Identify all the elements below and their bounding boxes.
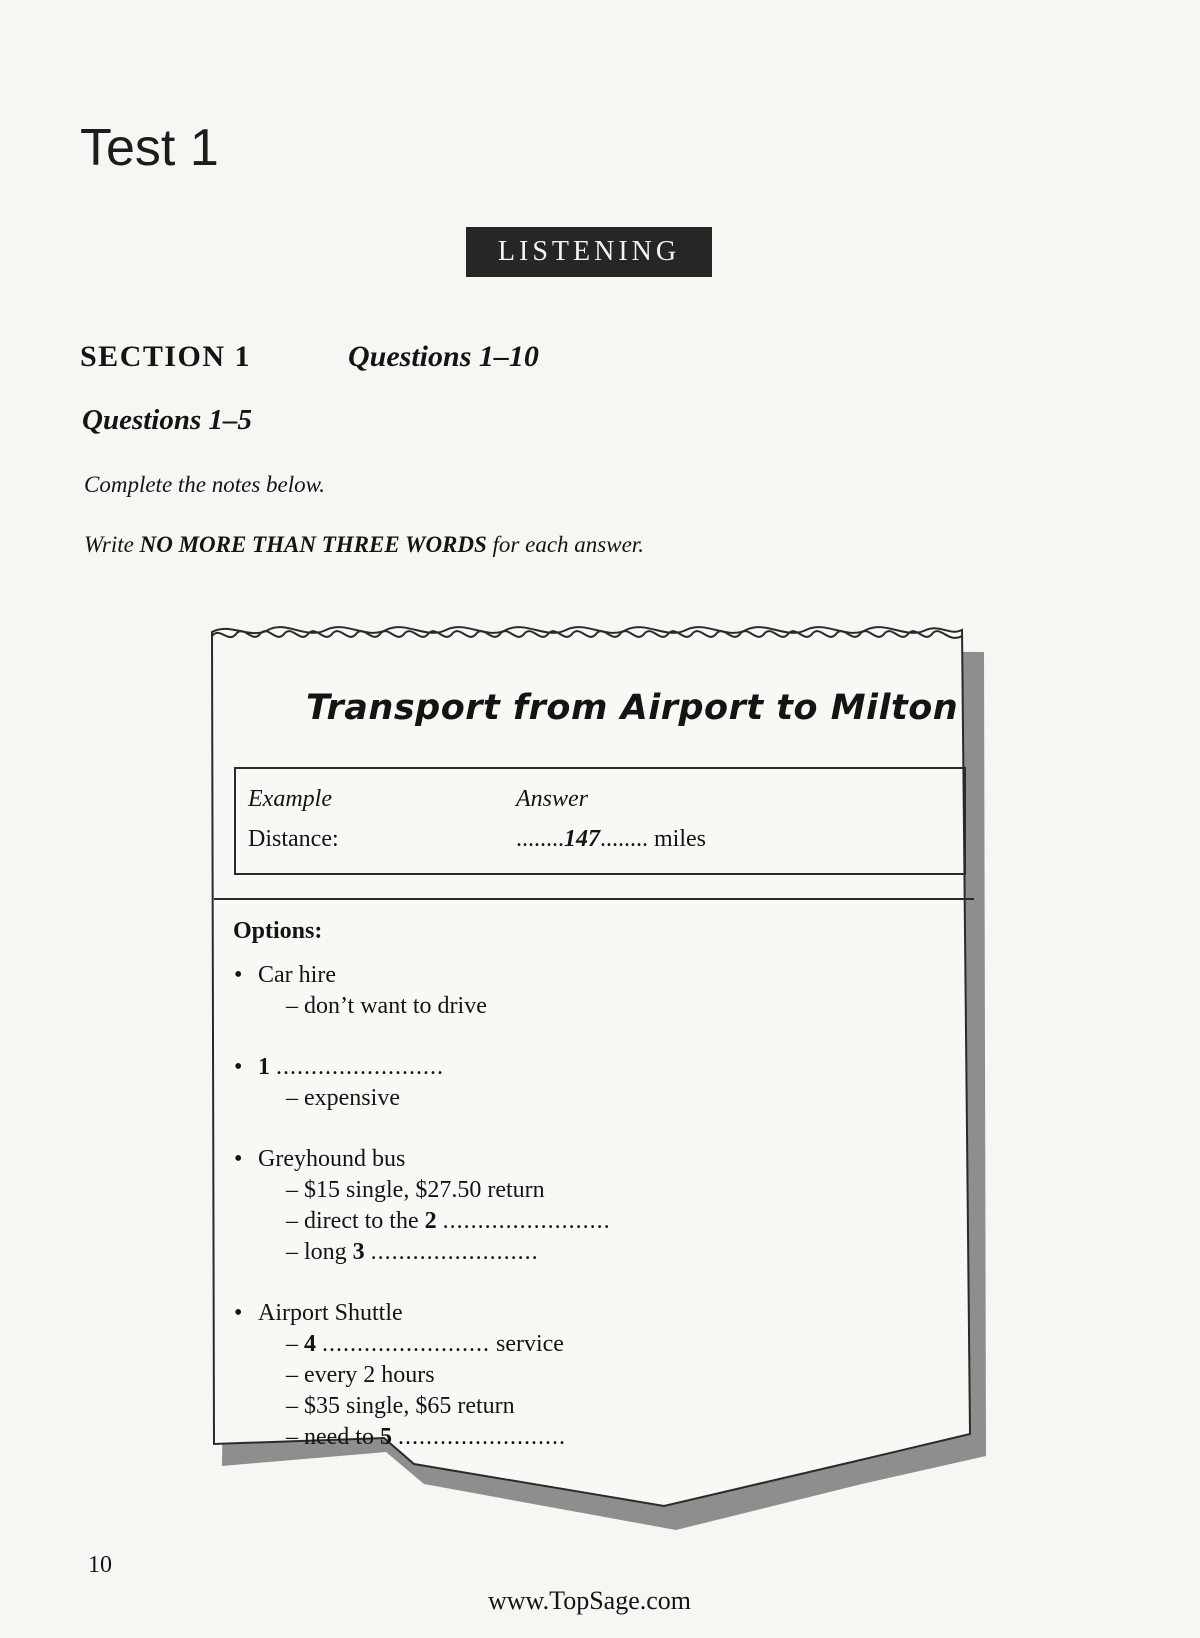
question-prefix: – direct to the [286,1208,425,1234]
option-airport-shuttle [234,1300,403,1327]
answer-blank-2[interactable]: ........................ [442,1208,611,1234]
instruction-prefix: Write [84,532,140,557]
bullet-dot: • [234,1054,243,1080]
subsection-questions-range: Questions 1–5 [82,404,253,436]
option-question-2 [286,1208,611,1235]
answer-blank-1[interactable]: ........................ [276,1054,444,1080]
question-number: 2 [424,1208,437,1234]
footer-url[interactable]: www.TopSage.com [488,1586,692,1615]
bullet-dot: • [234,1300,243,1326]
answer-blank-5[interactable]: ........................ [397,1424,566,1450]
question-number: 4 [304,1331,316,1357]
option-label: Greyhound bus [258,1146,406,1172]
example-answer-value: 147 [564,826,600,852]
answer-dots-before: ........ [516,826,564,852]
example-answer [516,826,706,853]
card-divider [214,898,974,900]
option-question-1 [234,1054,444,1081]
answer-label: Answer [516,786,588,812]
notes-title: Transport from Airport to Milton [306,688,959,728]
option-label: Airport Shuttle [258,1300,403,1326]
option-detail: – every 2 hours [286,1362,435,1388]
bullet-dot: • [234,962,243,988]
option-detail: – expensive [286,1085,400,1111]
option-question-5 [286,1424,566,1451]
question-number: 3 [352,1239,365,1265]
option-question-4 [286,1331,564,1358]
question-prefix: – [286,1331,304,1357]
question-suffix: service [490,1331,564,1357]
question-number: 1 [258,1054,270,1080]
example-box [234,767,966,875]
bullet-dot: • [234,1146,243,1172]
section-questions-range: Questions 1–10 [348,340,539,373]
instruction-emphasis: NO MORE THAN THREE WORDS [139,532,487,557]
section-heading: SECTION 1 [80,340,252,373]
page-number: 10 [88,1552,112,1578]
options-heading: Options: [233,918,323,944]
example-label: Example [248,786,332,812]
answer-unit: miles [654,826,706,852]
option-question-3 [286,1239,539,1266]
option-detail: – don’t want to drive [286,993,487,1019]
question-number: 5 [379,1424,392,1450]
answer-blank-3[interactable]: ........................ [370,1239,539,1265]
option-detail: – $15 single, $27.50 return [286,1177,545,1203]
instruction-suffix: for each answer. [486,532,644,557]
test-title: Test 1 [80,119,219,177]
answer-blank-4[interactable]: ........................ [322,1331,490,1357]
option-label: Car hire [258,962,336,988]
option-greyhound-bus [234,1146,405,1173]
example-field-distance: Distance: [248,826,339,852]
answer-dots-after: ........ [600,826,648,852]
option-car-hire [234,962,336,989]
question-prefix: – long [286,1239,353,1265]
option-detail: – $35 single, $65 return [286,1393,515,1419]
question-prefix: – need to [286,1424,380,1450]
listening-banner: LISTENING [466,227,712,277]
instruction-complete-notes: Complete the notes below. [84,472,326,497]
